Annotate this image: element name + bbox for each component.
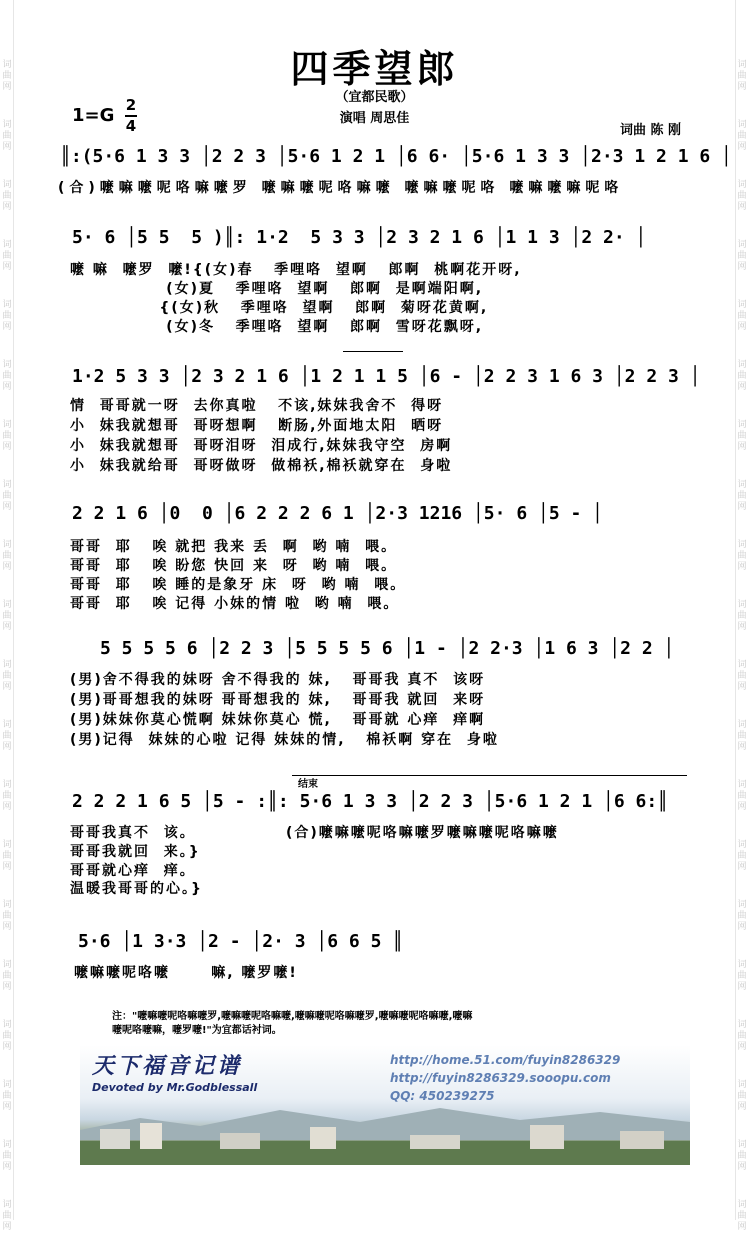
- watermark-glyph: 词 曲 网: [2, 540, 12, 572]
- town-silhouette: [80, 1115, 690, 1165]
- song-subtitle: （宜都民歌）: [335, 90, 414, 105]
- singer-credit: 演唱 周思佳: [339, 111, 410, 126]
- lyric-line-3c: 小 妹我就想哥 哥呀泪呀 泪成行,妹妹我守空 房啊: [70, 438, 453, 454]
- lyric-line-5d: (男)记得 妹妹的心啦 记得 妹妹的情, 棉袄啊 穿在 身啦: [70, 732, 499, 748]
- watermark-glyph: 词 曲 网: [737, 120, 747, 152]
- lyric-line-2a: 嚒 嘛 嚒罗 嚒!{(女)春 季哩咯 望啊 郎啊 桃啊花开呀,: [70, 262, 522, 278]
- notation-line-6: 2 2 2 1 6 5 │5 - :║: 5·6 1 3 3 │2 2 3 │5·6 1 2 1 │6 6:║: [72, 791, 669, 812]
- lyric-line-2d: (女)冬 季哩咯 望啊 郎啊 雪呀花飘呀,: [70, 319, 484, 335]
- watermark-glyph: 词 曲 网: [737, 780, 747, 812]
- lyric-line-5b: (男)哥哥想我的妹呀 哥哥想我的 妹, 哥哥我 就回 来呀: [70, 692, 486, 708]
- time-signature: [124, 96, 138, 136]
- watermark-glyph: 词 曲 网: [737, 360, 747, 392]
- watermark-glyph: 词 曲 网: [2, 240, 12, 272]
- banner-url-2[interactable]: http://fuyin8286329.sooopu.com: [390, 1071, 611, 1085]
- watermark-glyph: 词 曲 网: [737, 180, 747, 212]
- watermark-glyph: 词 曲 网: [737, 540, 747, 572]
- lyric-line-4b: 哥哥 耶 唉 盼您 快回 来 呀 哟 喃 喂。: [70, 558, 398, 574]
- lyric-line-2b: (女)夏 季哩咯 望啊 郎啊 是啊端阳啊,: [70, 281, 484, 297]
- watermark-glyph: 词 曲 网: [737, 420, 747, 452]
- watermark-glyph: 词 曲 网: [2, 120, 12, 152]
- watermark-glyph: 词 曲 网: [737, 60, 747, 92]
- watermark-glyph: 词 曲 网: [2, 900, 12, 932]
- banner-qq: QQ: 450239275: [390, 1089, 495, 1103]
- notation-line-5: 5 5 5 5 6 │2 2 3 │5 5 5 5 6 │1 - │2 2·3 │1 6 3 │2 2 │: [100, 638, 675, 659]
- watermark-glyph: 词 曲 网: [737, 900, 747, 932]
- lyric-line-6-chorus: (合)嚒嘛嚒呢咯嘛嚒罗嚒嘛嚒呢咯嘛嚒: [286, 825, 559, 841]
- watermark-glyph: 词 曲 网: [2, 780, 12, 812]
- watermark-glyph: 词 曲 网: [737, 720, 747, 752]
- watermark-glyph: 词 曲 网: [2, 660, 12, 692]
- watermark-glyph: 词 曲 网: [2, 180, 12, 212]
- lyric-line-2c: {(女)秋 季哩咯 望啊 郎啊 菊呀花黄啊,: [70, 300, 489, 316]
- notation-line-4: 2 2 1 6 │0 0 │6 2 2 2 6 1 │2·3 1216 │5· 6 │5 - │: [72, 503, 604, 524]
- key-signature: 1=G: [72, 105, 115, 126]
- time-signature-bottom: 4: [125, 117, 137, 135]
- publisher-banner: [80, 1045, 690, 1165]
- lyric-line-5a: (男)舍不得我的妹呀 舍不得我的 妹, 哥哥我 真不 该呀: [70, 672, 486, 688]
- lyric-line-3b: 小 妹我就想哥 哥呀想啊 断肠,外面地太阳 晒呀: [70, 418, 444, 434]
- lyric-line-4a: 哥哥 耶 唉 就把 我来 丢 啊 哟 喃 喂。: [70, 539, 398, 555]
- notation-line-3: 1·2 5 3 3 │2 3 2 1 6 │1 2 1 1 5 │6 - │2 2 3 1 6 3 │2 2 3 │: [72, 366, 701, 387]
- lyric-line-6d: 温暖我哥哥的心。}: [70, 881, 203, 897]
- watermark-glyph: 词 曲 网: [737, 1080, 747, 1112]
- banner-title: 天下福音记谱: [92, 1054, 243, 1079]
- time-signature-top: 2: [125, 96, 137, 114]
- beam-bracket: [343, 351, 403, 352]
- watermark-glyph: 词 曲 网: [737, 1020, 747, 1052]
- lyric-line-5c: (男)妹妹你莫心慌啊 妹妹你莫心 慌, 哥哥就 心痒 痒啊: [70, 712, 486, 728]
- composer-credit: 词曲 陈 刚: [620, 123, 682, 138]
- lyric-line-4d: 哥哥 耶 唉 记得 小妹的情 啦 哟 喃 喂。: [70, 596, 400, 612]
- watermark-glyph: 词 曲 网: [2, 60, 12, 92]
- watermark-glyph: 词 曲 网: [2, 1140, 12, 1172]
- watermark-glyph: 词 曲 网: [737, 1200, 747, 1232]
- watermark-glyph: 词 曲 网: [737, 1140, 747, 1172]
- watermark-glyph: 词 曲 网: [2, 960, 12, 992]
- banner-subtitle: Devoted by Mr.Godblessall: [92, 1081, 258, 1094]
- lyric-line-6b: 哥哥我就回 来。}: [70, 844, 201, 860]
- watermark-glyph: 词 曲 网: [737, 300, 747, 332]
- lyric-line-1: (合)嚒嘛嚒呢咯嘛嚒罗 嚒嘛嚒呢咯嘛嚒 嚒嘛嚒呢咯 嚒嘛嚒嘛呢咯: [58, 180, 624, 196]
- lyric-line-4c: 哥哥 耶 唉 睡的是象牙 床 呀 哟 喃 喂。: [70, 577, 407, 593]
- watermark-glyph: 词 曲 网: [2, 360, 12, 392]
- song-title: 四季望郎: [290, 47, 459, 91]
- watermark-glyph: 词 曲 网: [2, 1200, 12, 1232]
- watermark-glyph: 词 曲 网: [2, 600, 12, 632]
- notation-line-2: 5· 6 │5 5 5 )║: 1·2 5 3 3 │2 3 2 1 6 │1 1 3 │2 2· │: [72, 227, 647, 248]
- lyric-line-6c: 哥哥就心痒 痒。: [70, 863, 196, 879]
- watermark-glyph: 词 曲 网: [2, 300, 12, 332]
- watermark-glyph: 词 曲 网: [2, 1020, 12, 1052]
- lyric-line-3a: 情 哥哥就一呀 去你真啦 不该,妹妹我舍不 得呀: [70, 398, 444, 414]
- lyric-line-7: 嚒嘛嚒呢咯嚒 嘛, 嚒罗嚒!: [74, 965, 298, 981]
- watermark-glyph: 词 曲 网: [2, 1080, 12, 1112]
- watermark-glyph: 词 曲 网: [737, 960, 747, 992]
- watermark-glyph: 词 曲 网: [737, 600, 747, 632]
- notation-line-7: 5·6 │1 3·3 │2 - │2· 3 │6 6 5 ║: [78, 931, 404, 952]
- lyric-line-6a: 哥哥我真不 该。: [70, 825, 196, 841]
- ending-bracket: [292, 775, 687, 776]
- lyric-line-3d: 小 妹我就给哥 哥呀做呀 做棉袄,棉袄就穿在 身啦: [70, 458, 453, 474]
- watermark-glyph: 词 曲 网: [737, 660, 747, 692]
- watermark-glyph: 词 曲 网: [2, 420, 12, 452]
- banner-url-1[interactable]: http://home.51.com/fuyin8286329: [390, 1053, 621, 1067]
- footnote: 注："嚒嘛嚒呢咯嘛嚒罗,嚒嘛嚒呢咯嘛嚒,嚒嘛嚒呢咯嘛嚒罗,嚒嘛嚒呢咯嘛嚒,嚒嘛嚒呢咯嚒嘛，嚒罗嚒!"为宜都话衬词。: [112, 1011, 473, 1036]
- watermark-glyph: 词 曲 网: [737, 240, 747, 272]
- watermark-glyph: 词 曲 网: [737, 840, 747, 872]
- ending-label: 结束: [298, 779, 318, 790]
- watermark-glyph: 词 曲 网: [2, 840, 12, 872]
- watermark-glyph: 词 曲 网: [737, 480, 747, 512]
- watermark-glyph: 词 曲 网: [2, 720, 12, 752]
- watermark-glyph: 词 曲 网: [2, 480, 12, 512]
- notation-line-1: ║:(5·6 1 3 3 │2 2 3 │5·6 1 2 1 │6 6· │5·6 1 3 3 │2·3 1 2 1 6 │: [60, 146, 732, 167]
